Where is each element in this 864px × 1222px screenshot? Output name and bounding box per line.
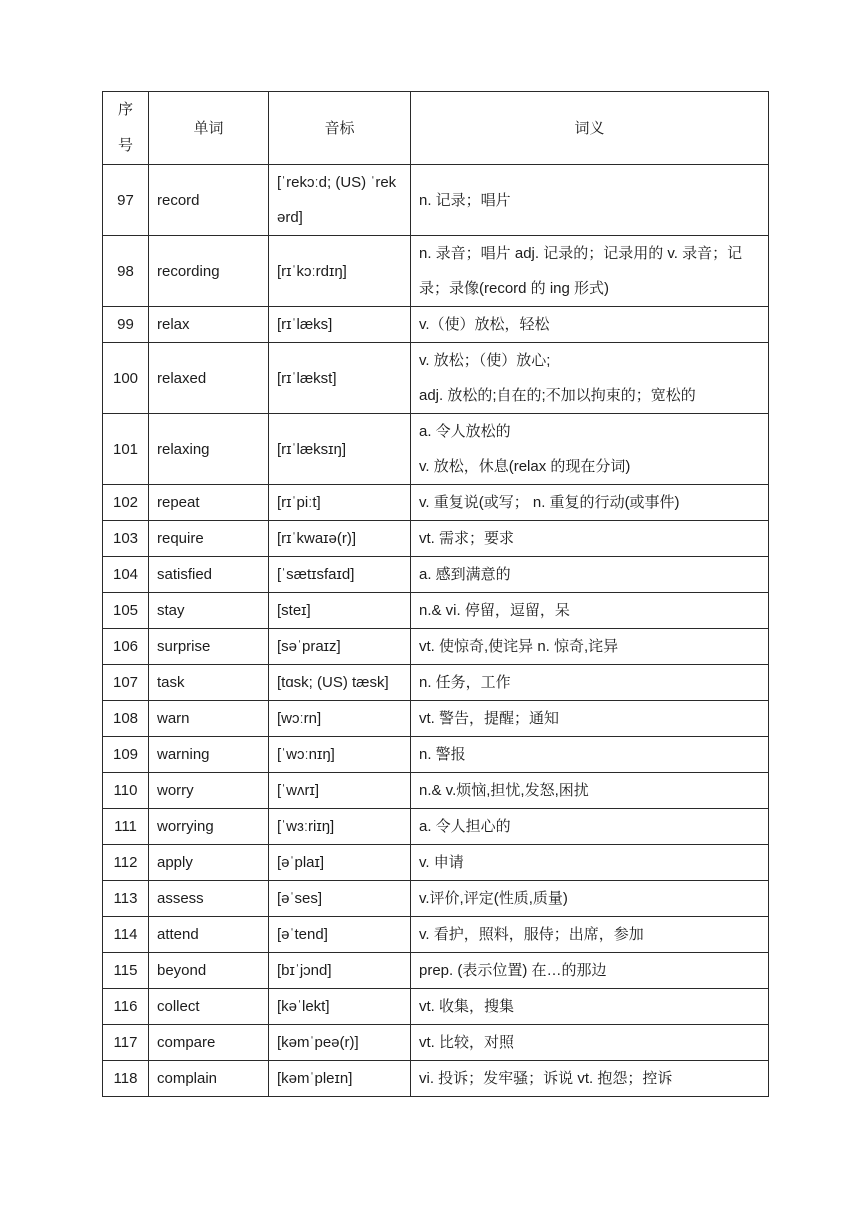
table-row xyxy=(103,343,769,414)
row-word: attend xyxy=(149,917,269,953)
meaning-line: v. 放松，休息(relax 的现在分词) xyxy=(419,458,631,475)
row-phonetic: [rɪˈkɔːrdɪŋ] xyxy=(269,236,411,307)
meaning-line: vi. 投诉；发牢骚；诉说 vt. 抱怨；控诉 xyxy=(419,1070,673,1087)
table-row xyxy=(103,557,769,593)
row-phonetic: [rɪˈkwaɪə(r)] xyxy=(269,521,411,557)
row-phonetic: [kəmˈpeə(r)] xyxy=(269,1025,411,1061)
table-header-row xyxy=(103,92,769,165)
row-number: 107 xyxy=(103,665,149,701)
table-row xyxy=(103,989,769,1025)
row-word: apply xyxy=(149,845,269,881)
row-word: relaxed xyxy=(149,343,269,414)
row-word: assess xyxy=(149,881,269,917)
header-meaning: 词义 xyxy=(411,92,769,165)
table-row xyxy=(103,165,769,236)
row-meaning xyxy=(411,343,769,414)
row-phonetic: [əˈtend] xyxy=(269,917,411,953)
row-phonetic: [ˈwɜːriɪŋ] xyxy=(269,809,411,845)
header-number-label: 序号 xyxy=(118,101,134,154)
row-meaning xyxy=(411,629,769,665)
meaning-line: v.（使）放松，轻松 xyxy=(419,316,550,333)
row-phonetic: [əˈses] xyxy=(269,881,411,917)
meaning-line: a. 令人担心的 xyxy=(419,818,511,835)
row-word: worrying xyxy=(149,809,269,845)
table-row xyxy=(103,773,769,809)
row-number: 112 xyxy=(103,845,149,881)
meaning-line: prep. (表示位置) 在…的那边 xyxy=(419,962,607,979)
row-number: 106 xyxy=(103,629,149,665)
row-number: 102 xyxy=(103,485,149,521)
table-body xyxy=(103,165,769,1097)
row-word: record xyxy=(149,165,269,236)
row-meaning xyxy=(411,485,769,521)
meaning-line: a. 感到满意的 xyxy=(419,566,511,583)
meaning-line: v. 放松；（使）放心; xyxy=(419,352,551,369)
row-meaning xyxy=(411,521,769,557)
row-number: 111 xyxy=(103,809,149,845)
row-word: beyond xyxy=(149,953,269,989)
row-word: worry xyxy=(149,773,269,809)
meaning-line: vt. 收集，搜集 xyxy=(419,998,515,1015)
row-number: 98 xyxy=(103,236,149,307)
row-number: 117 xyxy=(103,1025,149,1061)
table-row xyxy=(103,737,769,773)
row-word: complain xyxy=(149,1061,269,1097)
table-row xyxy=(103,1061,769,1097)
row-number: 118 xyxy=(103,1061,149,1097)
row-meaning xyxy=(411,737,769,773)
row-word: recording xyxy=(149,236,269,307)
meaning-line: vt. 警告，提醒；通知 xyxy=(419,710,560,727)
row-phonetic: [rɪˈlæksɪŋ] xyxy=(269,414,411,485)
table-row xyxy=(103,629,769,665)
table-row xyxy=(103,701,769,737)
row-phonetic: [rɪˈpiːt] xyxy=(269,485,411,521)
row-number: 100 xyxy=(103,343,149,414)
row-number: 99 xyxy=(103,307,149,343)
row-word: stay xyxy=(149,593,269,629)
row-word: warning xyxy=(149,737,269,773)
row-phonetic: [səˈpraɪz] xyxy=(269,629,411,665)
header-number xyxy=(103,92,149,165)
row-meaning xyxy=(411,557,769,593)
row-phonetic: [rɪˈlækst] xyxy=(269,343,411,414)
meaning-line: a. 令人放松的 xyxy=(419,423,511,440)
meaning-line: vt. 使惊奇,使诧异 n. 惊奇,诧异 xyxy=(419,638,619,655)
meaning-line: n.& vi. 停留，逗留，呆 xyxy=(419,602,570,619)
row-word: relaxing xyxy=(149,414,269,485)
row-word: warn xyxy=(149,701,269,737)
row-meaning xyxy=(411,307,769,343)
row-word: task xyxy=(149,665,269,701)
header-word: 单词 xyxy=(149,92,269,165)
row-phonetic: [kəˈlekt] xyxy=(269,989,411,1025)
row-phonetic: [kəmˈpleɪn] xyxy=(269,1061,411,1097)
meaning-line: n. 任务，工作 xyxy=(419,674,511,691)
row-word: satisfied xyxy=(149,557,269,593)
row-word: collect xyxy=(149,989,269,1025)
row-word: relax xyxy=(149,307,269,343)
row-phonetic: [bɪˈjɔnd] xyxy=(269,953,411,989)
row-meaning xyxy=(411,414,769,485)
row-meaning xyxy=(411,701,769,737)
row-meaning xyxy=(411,165,769,236)
row-phonetic: [wɔːrn] xyxy=(269,701,411,737)
row-word: require xyxy=(149,521,269,557)
header-phonetic: 音标 xyxy=(269,92,411,165)
meaning-line: adj. 放松的;自在的;不加以拘束的；宽松的 xyxy=(419,387,696,404)
meaning-line: n.& v.烦恼,担忧,发怒,困扰 xyxy=(419,782,589,799)
table-row xyxy=(103,881,769,917)
meaning-line: n. 记录；唱片 xyxy=(419,191,511,209)
table-row xyxy=(103,845,769,881)
table-row xyxy=(103,953,769,989)
row-meaning xyxy=(411,236,769,307)
meaning-line: v. 重复说(或写； n. 重复的行动(或事件) xyxy=(419,494,680,511)
table-row xyxy=(103,665,769,701)
row-number: 108 xyxy=(103,701,149,737)
row-meaning xyxy=(411,1025,769,1061)
row-word: repeat xyxy=(149,485,269,521)
row-meaning xyxy=(411,881,769,917)
meaning-line: v. 申请 xyxy=(419,854,464,871)
table-row xyxy=(103,236,769,307)
row-meaning xyxy=(411,593,769,629)
table-row xyxy=(103,485,769,521)
row-phonetic: [əˈplaɪ] xyxy=(269,845,411,881)
row-meaning xyxy=(411,1061,769,1097)
row-meaning xyxy=(411,845,769,881)
row-meaning xyxy=(411,953,769,989)
table-row xyxy=(103,414,769,485)
meaning-line: n. 录音；唱片 adj. 记录的；记录用的 v. 录音；记录；录像(record 的 ing 形式) xyxy=(419,245,743,297)
row-number: 110 xyxy=(103,773,149,809)
row-meaning xyxy=(411,665,769,701)
meaning-line: n. 警报 xyxy=(419,746,466,763)
row-number: 109 xyxy=(103,737,149,773)
row-number: 101 xyxy=(103,414,149,485)
meaning-line: v.评价,评定(性质,质量) xyxy=(419,890,568,907)
table-row xyxy=(103,521,769,557)
row-number: 115 xyxy=(103,953,149,989)
table-row xyxy=(103,307,769,343)
meaning-line: vt. 比较，对照 xyxy=(419,1034,515,1051)
meaning-line: vt. 需求；要求 xyxy=(419,530,515,547)
row-phonetic: [rɪˈlæks] xyxy=(269,307,411,343)
meaning-line: v. 看护，照料，服侍；出席，参加 xyxy=(419,926,644,943)
row-meaning xyxy=(411,809,769,845)
row-number: 104 xyxy=(103,557,149,593)
row-phonetic: [ˈrekɔːd; (US) ˈrekərd] xyxy=(269,165,411,236)
row-word: surprise xyxy=(149,629,269,665)
table-row xyxy=(103,593,769,629)
row-phonetic: [ˈwʌrɪ] xyxy=(269,773,411,809)
table-row xyxy=(103,1025,769,1061)
row-meaning xyxy=(411,989,769,1025)
row-phonetic: [steɪ] xyxy=(269,593,411,629)
vocabulary-table xyxy=(102,91,769,1097)
table-row xyxy=(103,809,769,845)
row-meaning xyxy=(411,917,769,953)
table-row xyxy=(103,917,769,953)
row-word: compare xyxy=(149,1025,269,1061)
row-phonetic: [ˈsætɪsfaɪd] xyxy=(269,557,411,593)
row-meaning xyxy=(411,773,769,809)
row-number: 113 xyxy=(103,881,149,917)
row-number: 97 xyxy=(103,165,149,236)
row-number: 116 xyxy=(103,989,149,1025)
row-phonetic: [tɑsk; (US) tæsk] xyxy=(269,665,411,701)
row-number: 103 xyxy=(103,521,149,557)
row-phonetic: [ˈwɔːnɪŋ] xyxy=(269,737,411,773)
row-number: 114 xyxy=(103,917,149,953)
row-number: 105 xyxy=(103,593,149,629)
